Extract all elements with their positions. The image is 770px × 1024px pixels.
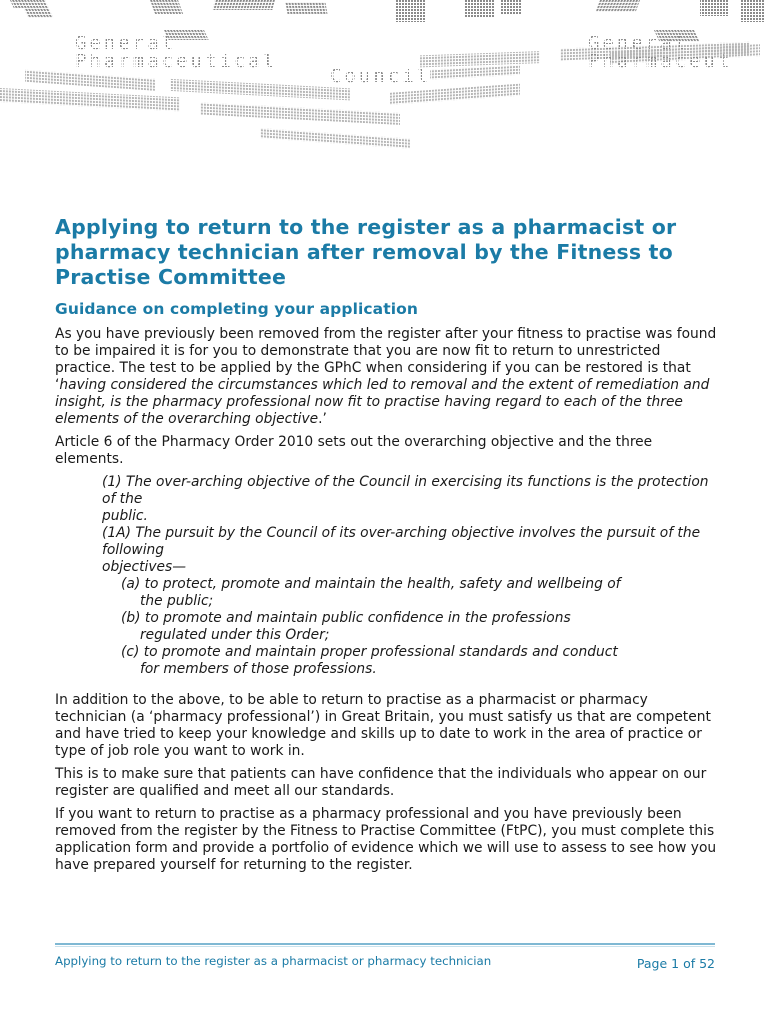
intro-paragraph: As you have previously been removed from the register after your fitness to practise was found to be impaired it is for you to demonstrate that you are now fit to return to unrestricted practice. The test to be applied by the GPhC when considering if you can be restored is that ‘having considered the circumstances which led to removal and the extent of remediation and insight, is the pharmacy professional now fit to practise having regard to each of the three elements of the overarching objective.’: [55, 326, 717, 427]
objective-b: (b) to promote and maintain public confidence in the professions regulated under this Order;: [121, 610, 571, 643]
ftpc-paragraph: If you want to return to practise as a pharmacy professional and you have previously been removed from the register by the Fitness to Practise Committee (FtPC), you must complete this application form and provide a portfolio of evidence which we will use to assess to see how you have prepared yourself for returning to the register.: [55, 806, 717, 873]
document-title: Applying to return to the register as a pharmacist or pharmacy technician after removal by the Fitness to Practise Committee: [55, 215, 677, 289]
page-number: Page 1 of 52: [636, 956, 715, 971]
article-intro-paragraph: Article 6 of the Pharmacy Order 2010 sets out the overarching objective and the three elements.: [55, 434, 653, 467]
page-content: [55, 215, 720, 880]
logo-word-general-left: General: [75, 32, 177, 54]
footer-divider: [55, 943, 715, 945]
article-clause-1: (1) The over-arching objective of the Council in exercising its functions is the protection of the: [102, 474, 709, 507]
article-clause-1a-end: objectives—: [102, 559, 186, 575]
article-6-quote: [102, 474, 720, 678]
logo-word-pharmaceutical-left: Pharmaceutical: [75, 50, 278, 72]
article-clause-1a: (1A) The pursuit by the Council of its over-arching objective involves the pursuit of the following: [102, 525, 701, 558]
objective-a: (a) to protect, promote and maintain the health, safety and wellbeing of the public;: [121, 576, 621, 609]
logo-word-council: Council: [330, 65, 432, 87]
logo-word-pharmaceut-right: Pharmaceut: [588, 50, 733, 72]
logo-word-general-right: General: [588, 32, 690, 54]
footer-divider-light: [55, 946, 715, 947]
gphc-logo-header: [0, 0, 770, 170]
addition-paragraph: In addition to the above, to be able to return to practise as a pharmacist or pharmacy technician (a ‘pharmacy professional’) in Great Britain, you must satisfy us that are competent and have tried to keep your knowledge and skills up to date to work in the area of practice or type of job role you want to work in.: [55, 692, 711, 759]
confidence-paragraph: This is to make sure that patients can have confidence that the individuals who appear on our register are qualified and meet all our standards.: [55, 766, 707, 799]
test-quote: having considered the circumstances which led to removal and the extent of remediation and insight, is the pharmacy professional now fit to practise having regard to each of the three elements of the overarching objective: [55, 377, 710, 427]
footer-document-title: Applying to return to the register as a pharmacist or pharmacy technician: [55, 954, 492, 968]
article-clause-1-end: public.: [102, 508, 148, 524]
objective-c: (c) to promote and maintain proper professional standards and conduct for members of those professions.: [121, 644, 618, 677]
section-subtitle: Guidance on completing your application: [55, 300, 419, 318]
